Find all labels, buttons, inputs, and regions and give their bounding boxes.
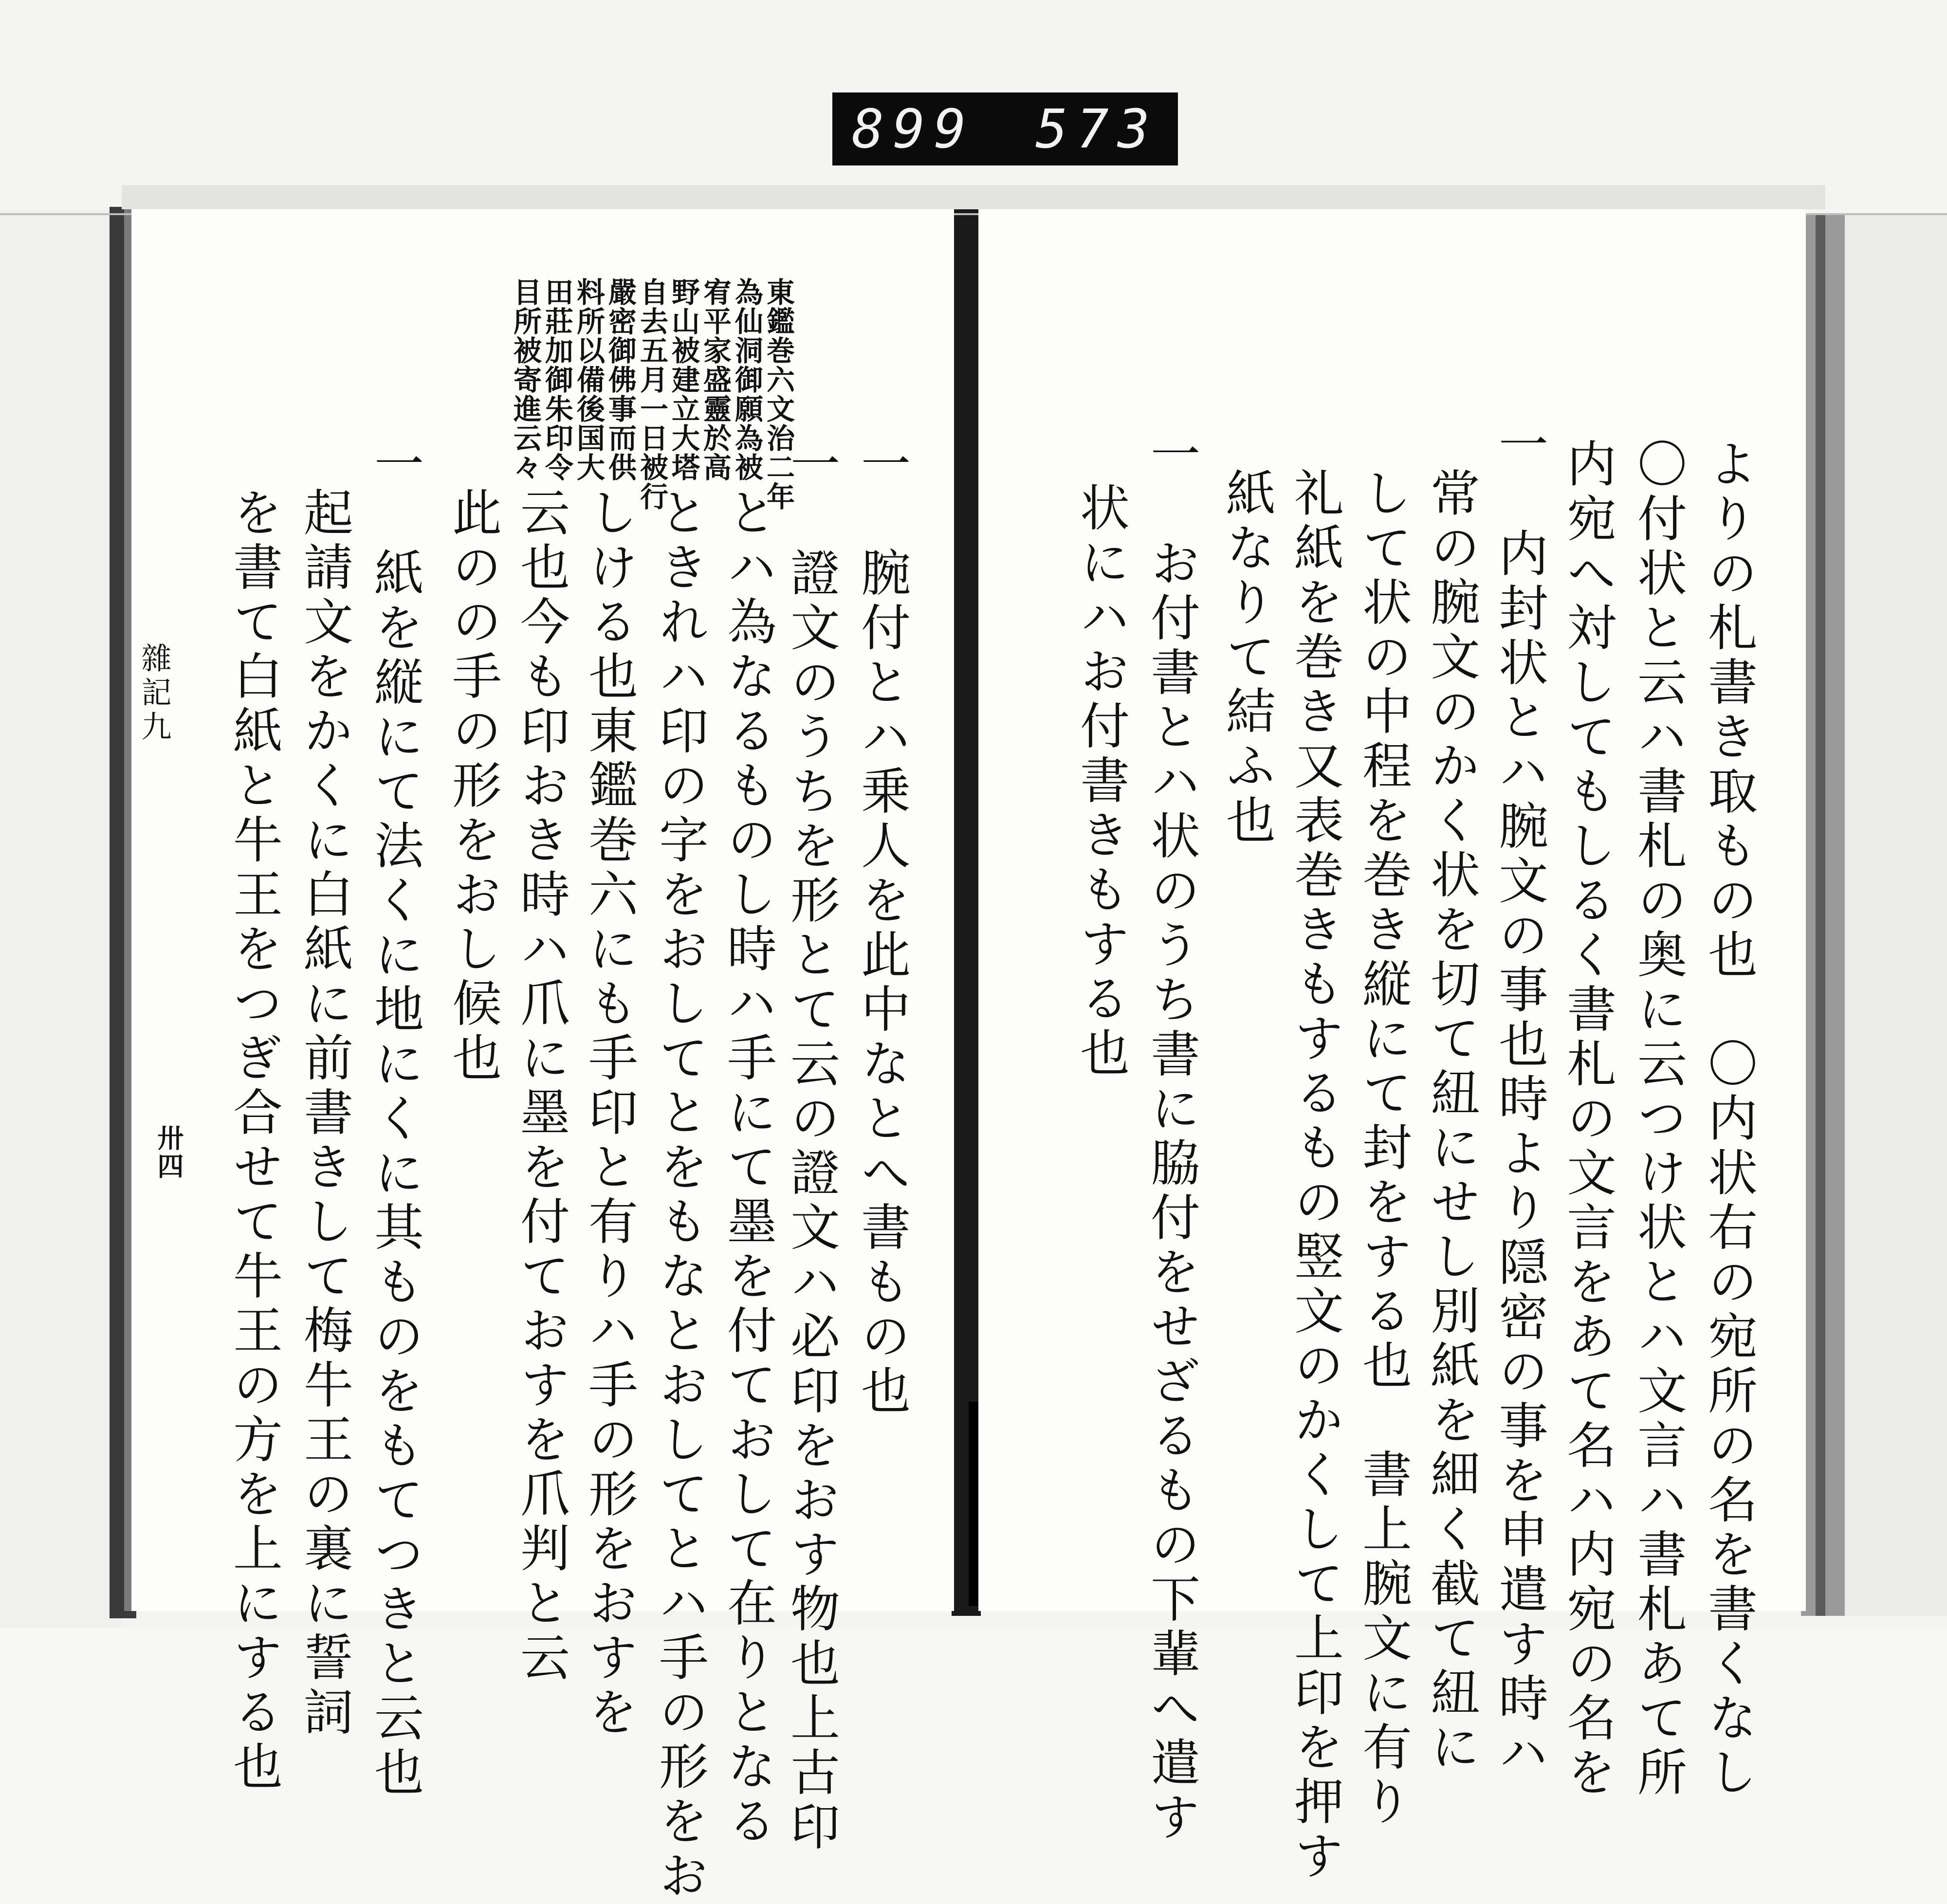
left-page <box>131 209 954 1904</box>
text-column: 一 内封状とハ腕文の事也時より隠密の事を申遣す時ハ <box>1490 419 1548 1781</box>
text-column: 紙なりて結ふ也 <box>1218 467 1276 849</box>
text-column: 礼紙を巻き又表巻きもするもの竪文のかくして上印を押す <box>1286 467 1344 1885</box>
citation-line: 目所被寄進云々 <box>509 277 542 482</box>
citation-line: 野山被建立大塔 <box>667 277 700 482</box>
citation-line: 嚴密御佛事而供 <box>604 277 637 482</box>
citation-line: 東鑑巻六文治二年 <box>762 277 795 511</box>
right-page <box>978 209 1806 1885</box>
text-column: 内宛へ対してもしるく書札の文言をあて名ハ内宛の名を <box>1559 438 1616 1801</box>
citation-line: 田莊加御朱印令 <box>540 277 573 482</box>
text-column: しける也東鑑巻六にも手印と有りハ手の形をおすを <box>580 487 638 1740</box>
page-header-title: 雜記九 <box>136 642 172 745</box>
text-column: よりの札書き取もの也 〇内状右の宛所の名を書くなし <box>1700 438 1758 1801</box>
text-column: 状にハお付書きもする也 <box>1072 482 1130 1081</box>
text-column: 云也今も印おき時ハ爪に墨を付ておすを爪判と云 <box>512 487 570 1686</box>
archive-number-label <box>832 92 1178 165</box>
citation-line: 宥平家盛靈於高 <box>698 277 732 482</box>
text-column: を書て白紙と牛王をつぎ合せて牛王の方を上にする也 <box>225 487 283 1795</box>
text-column: 〇付状と云ハ書札の奥に云つけ状とハ文言ハ書札あて所 <box>1629 438 1687 1801</box>
text-column: とハ為なるものし時ハ手にて墨を付ておして在りとなる <box>719 487 777 1849</box>
text-column: 一 腕付とハ乗人を此中なとへ書もの也 <box>853 438 911 1419</box>
text-column: ときれハ印の字をおしてとをもなとおしてとハ手の形をお <box>651 487 709 1904</box>
text-column: 此のの手の形をおし候也 <box>444 487 502 1086</box>
text-column: 常の腕文のかく状を切て紐にせし別紙を細く截て紐に <box>1422 467 1480 1776</box>
text-column: 一 紙を縦にて法くに地にくに其ものをもてつきと云也 <box>366 438 424 1801</box>
text-column: 起請文をかくに白紙に前書きして梅牛王の裏に誓詞 <box>295 487 353 1740</box>
archive-right-number: 573 <box>1035 98 1158 160</box>
archive-left-number: 899 <box>852 98 975 160</box>
citation-line: 自去五月一日被行 <box>635 277 668 511</box>
citation-line: 料所以備後国大 <box>572 277 605 482</box>
text-column: して状の中程を巻き縦にて封をする也 書上腕文に有り <box>1354 467 1412 1830</box>
page-number: 卅四 <box>153 1124 184 1181</box>
citation-line: 為仙洞御願為被 <box>730 277 763 482</box>
text-column: 一 證文のうちを形とて云の證文ハ必印をおす物也上古印 <box>782 438 840 1855</box>
text-column: 一 お付書とハ状のうち書に脇付をせざるもの下輩へ遣す <box>1142 428 1200 1846</box>
